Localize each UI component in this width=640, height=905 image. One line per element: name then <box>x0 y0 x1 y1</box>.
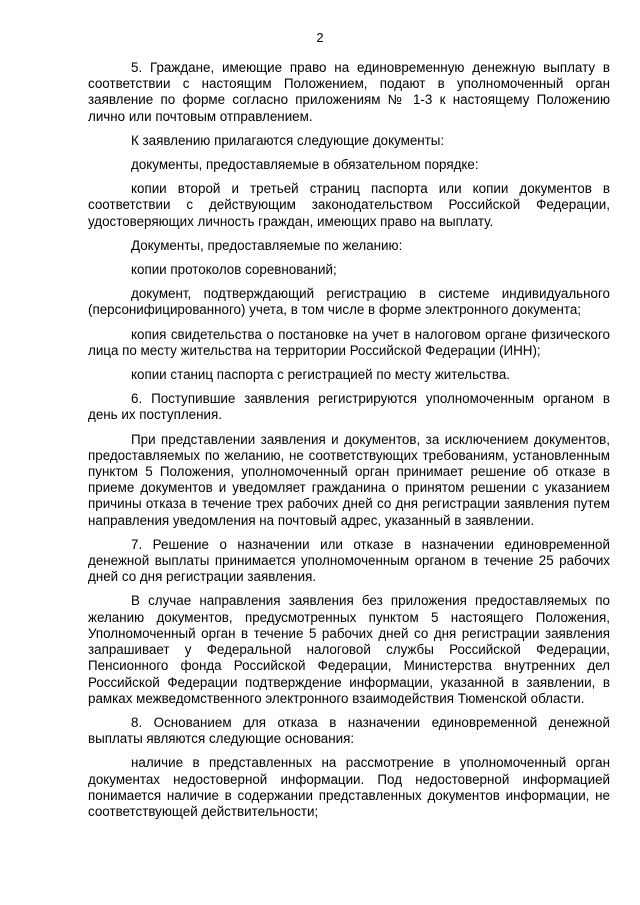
paragraph-protocols: копии протоколов соревнований; <box>131 262 337 278</box>
page-number: 2 <box>316 30 324 45</box>
paragraph-6: 6. Поступившие заявления регистрируются уполномоченным органом в день их поступления. <box>88 391 610 423</box>
paragraph-inn: копия свидетельства о постановке на учет в налоговом органе физического лица по месту жительства на территории Российской Федерации (ИНН); <box>88 326 610 358</box>
paragraph-passport-copies: копии второй и третьей страниц паспорта или копии документов в соответствии с действующим законодательством Российской Федерации, удостоверяющих личность граждан, имеющих право на выплату. <box>88 181 610 229</box>
paragraph-mandatory-docs: документы, предоставляемые в обязательном порядке: <box>131 157 479 173</box>
paragraph-interagency-request: В случае направления заявления без приложения предоставляемых по желанию документов, предусмотренных пунктом 5 настоящего Положения, Уполномоченный орган в течение 5 рабочих дней со дня регистрации заявления запрашивает у Федеральной налоговой службы Российской Федерации, Пенсионного фонда Российской Федерации, Министерства внутренних дел Российской Федерации подтверждение информации, указанной в заявлении, в рамках межведомственного электронного взаимодействия Тюменской области. <box>88 593 610 706</box>
paragraph-false-info: наличие в представленных на рассмотрение в уполномоченный орган документах недостоверной информации. Под недостоверной информацией понимается наличие в содержании представленных документов информации, не соответствующей действительности; <box>88 755 610 819</box>
paragraph-refusal-notice: При представлении заявления и документов, за исключением документов, предоставляемых по желанию, не соответствующих требованиям, установленным пунктом 5 Положения, уполномоченный орган принимает решение об отказе в приеме документов и уведомляет гражданина о принятом решении с указанием причины отказа в течение трех рабочих дней со дня регистрации заявления путем направления уведомления на почтовый адрес, указанный в заявлении. <box>88 431 610 528</box>
paragraph-optional-docs: Документы, предоставляемые по желанию: <box>131 237 403 253</box>
paragraph-attachments-intro: К заявлению прилагаются следующие документы: <box>131 132 445 148</box>
paragraph-passport-registration: копии станиц паспорта с регистрацией по месту жительства. <box>131 367 511 383</box>
paragraph-registration-doc: документ, подтверждающий регистрацию в системе индивидуального (персонифицированного) учета, в том числе в форме электронного документа; <box>88 286 610 318</box>
paragraph-7: 7. Решение о назначении или отказе в назначении единовременной денежной выплаты принимается уполномоченным органом в течение 25 рабочих дней со дня регистрации заявления. <box>88 536 610 585</box>
paragraph-5: 5. Граждане, имеющие право на единовременную денежную выплату в соответствии с настоящим Положением, подают в уполномоченный орган заявление по форме согласно приложениям № 1-3 к настоящему Положению лично или почтовым отправлением. <box>88 60 610 124</box>
paragraph-8: 8. Основанием для отказа в назначении единовременной денежной выплаты являются следующие основания: <box>88 714 610 747</box>
document-body <box>88 60 610 828</box>
